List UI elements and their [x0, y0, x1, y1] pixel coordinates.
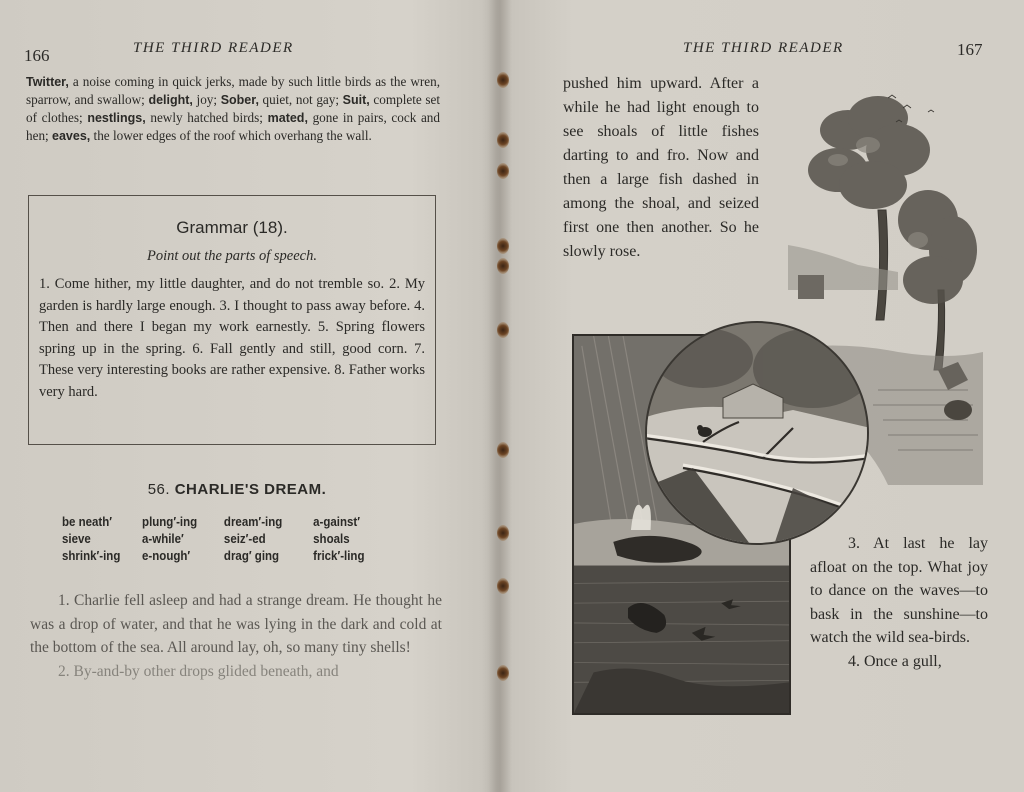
gloss-definition: quiet, not gay; — [258, 92, 343, 107]
gloss-term: Twitter, — [26, 75, 69, 89]
gloss-term: mated, — [267, 111, 308, 125]
spelling-word: sieve — [62, 532, 91, 546]
lesson-heading — [0, 481, 474, 498]
binding-stitch-hole — [497, 258, 509, 274]
gloss-definition: a noise coming in quick jerks, made by such little birds as the wren, sparrow, and swallow; — [26, 74, 440, 107]
glossary — [26, 73, 440, 145]
gloss-definition: newly hatched birds; — [145, 110, 268, 125]
spelling-word: shoals — [313, 532, 350, 546]
binding-stitch-hole — [497, 163, 509, 179]
grammar-instruction: Point out the parts of speech. — [147, 248, 317, 264]
grammar-sentences: 1. Come hither, my little daughter, and do not tremble so. 2. My garden is hardly large enough. 3. I thought to pass away before. 4. Then and there I began my work earnestly. 5. Spring flowers spring up in the spring. 6. Fall gently and still, good corn. 7. These very interesting books are rather expensive. 8. Father works very hard. — [39, 276, 425, 400]
left-running-head: THE THIRD READER — [133, 40, 294, 56]
lesson-title: CHARLIE'S DREAM. — [174, 481, 327, 498]
grammar-exercise-box — [28, 195, 436, 445]
binding-stitch-hole — [497, 238, 509, 254]
spelling-word: be neath′ — [62, 515, 113, 529]
spelling-word: shrink′-ing — [62, 549, 121, 563]
spelling-word: a-gainst′ — [313, 515, 361, 529]
spelling-word: drag′ ging — [223, 549, 280, 563]
gloss-term: nestlings, — [87, 111, 146, 125]
paragraph-1: 1. Charlie fell asleep and had a strange dream. He thought he was a drop of water, and that he was lying in the dark and cold at the bottom of the sea. All around lay, oh, so many tiny shells! — [30, 592, 442, 656]
gloss-definition: complete set of clothes; — [26, 92, 441, 125]
paragraph-3: 3. At last he lay afloat on the top. What joy to dance on the waves—to bask in the sunshine—to watch the wild sea-birds. — [810, 535, 988, 647]
binding-stitch-hole — [497, 442, 509, 458]
binding-stitch-hole — [497, 322, 509, 338]
gloss-term: Sober, — [220, 93, 259, 107]
right-bottom-column — [810, 532, 988, 674]
spelling-word: dream′-ing — [223, 515, 283, 529]
gloss-definition: joy; — [192, 92, 221, 107]
paragraph-4: 4. Once a gull, — [848, 652, 942, 670]
lesson-number: 56. — [147, 481, 171, 498]
binding-stitch-hole — [497, 578, 509, 594]
snowy-branch-with-bird-engraving-icon — [643, 318, 871, 548]
right-page-number: 167 — [957, 40, 983, 59]
spelling-word: frick′-ling — [313, 549, 365, 563]
gloss-definition: the lower edges of the roof which overhang the wall. — [90, 128, 372, 143]
binding-stitch-hole — [497, 665, 509, 681]
spelling-word: plung′-ing — [142, 515, 198, 529]
right-column-text: pushed him upward. After a while he had light enough to see shoals of little fishes darting to and fro. Now and then a large fish dashed in among the shoal, and seized first one then another. So he slowly rose. — [563, 75, 759, 260]
binding-stitch-hole — [497, 72, 509, 88]
right-running-head: THE THIRD READER — [683, 40, 844, 56]
gloss-term: Suit, — [342, 93, 370, 107]
gloss-definition: gone in pairs, cock and hen; — [26, 110, 440, 143]
left-page-body — [30, 589, 442, 683]
spelling-word: a-while′ — [142, 532, 184, 546]
binding-stitch-hole — [497, 132, 509, 148]
binding-stitch-hole — [497, 525, 509, 541]
gloss-term: eaves, — [52, 129, 91, 143]
spelling-word-list — [62, 515, 393, 563]
spelling-word: e-nough′ — [142, 549, 191, 563]
paragraph-2: 2. By-and-by other drops glided beneath, and — [58, 662, 339, 680]
gloss-term: delight, — [148, 93, 193, 107]
grammar-title: Grammar (18). — [176, 218, 288, 237]
left-page-number: 166 — [24, 46, 50, 65]
spelling-word: seiz′-ed — [223, 532, 266, 546]
